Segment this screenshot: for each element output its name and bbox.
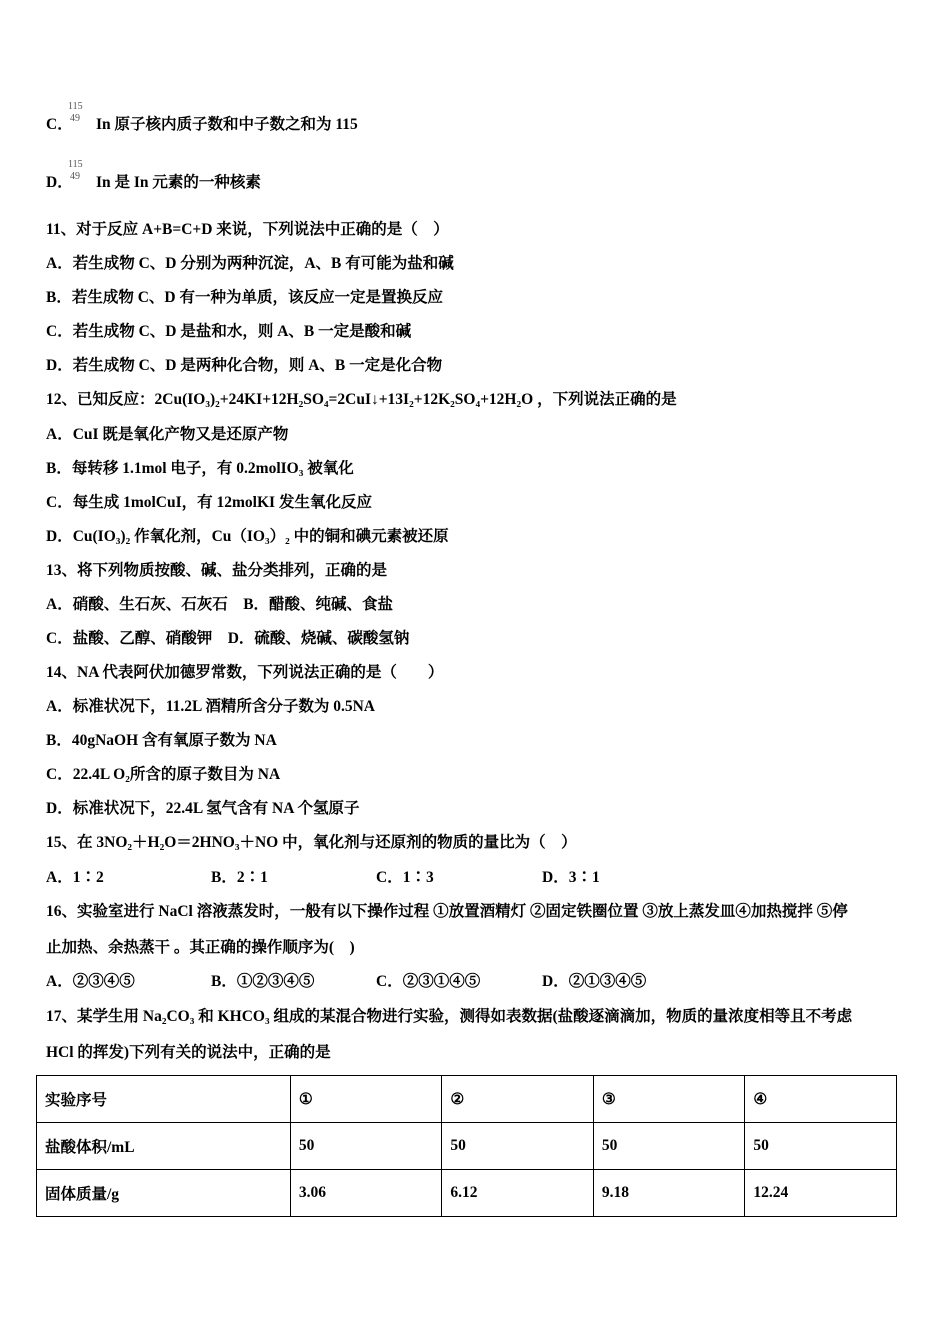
- table-cell: ④: [745, 1076, 897, 1123]
- q10-option-d: [46, 159, 261, 193]
- q14-option-b: B．40gNaOH 含有氧原子数为 NA: [46, 732, 277, 749]
- table-cell: ③: [593, 1076, 745, 1123]
- table-cell: 50: [745, 1123, 897, 1170]
- q14-option-c: C．22.4L O₂所含的原子数目为 NA: [46, 766, 281, 783]
- table-cell: 50: [442, 1123, 594, 1170]
- q14-option-d: D．标准状况下，22.4L 氢气含有 NA 个氢原子: [46, 800, 360, 817]
- q11-option-b: B．若生成物 C、D 有一种为单质，该反应一定是置换反应: [46, 289, 443, 306]
- q11-stem: 11、对于反应 A+B=C+D 来说，下列说法中正确的是（ ）: [46, 221, 449, 238]
- table-cell: 9.18: [593, 1170, 745, 1217]
- q12-option-a: A．CuI 既是氧化产物又是还原产物: [46, 426, 289, 443]
- q14-option-a: A．标准状况下，11.2L 酒精所含分子数为 0.5NA: [46, 698, 375, 715]
- q11-option-c: C．若生成物 C、D 是盐和水，则 A、B 一定是酸和碱: [46, 323, 412, 340]
- table-cell: 实验序号: [37, 1076, 291, 1123]
- q16-stem-line1: 16、实验室进行 NaCl 溶液蒸发时，一般有以下操作过程 ①放置酒精灯 ②固定铁圈位置 ③放上蒸发皿④加热搅拌 ⑤停: [46, 903, 848, 920]
- q11-option-d: D．若生成物 C、D 是两种化合物，则 A、B 一定是化合物: [46, 357, 443, 374]
- option-label: D．: [46, 174, 73, 191]
- table-cell: 6.12: [442, 1170, 594, 1217]
- q15-option-a: A．1∶2: [46, 869, 104, 886]
- q10-option-c: [46, 101, 358, 135]
- q15-option-c: C．1∶3: [376, 869, 434, 886]
- table-cell: ②: [442, 1076, 594, 1123]
- table-cell: 3.06: [290, 1170, 442, 1217]
- q16-option-b: B．①②③④⑤: [211, 973, 315, 990]
- table-cell: 50: [290, 1123, 442, 1170]
- q16-option-c: C．②③①④⑤: [376, 973, 481, 990]
- q17-data-table: [36, 1075, 897, 1217]
- option-text: In 是 In 元素的一种核素: [96, 174, 261, 191]
- q14-stem: 14、NA 代表阿伏加德罗常数，下列说法正确的是（ ）: [46, 664, 444, 681]
- q15-option-d: D．3∶1: [542, 869, 600, 886]
- q16-option-d: D．②①③④⑤: [542, 973, 647, 990]
- q15-stem: 15、在 3NO₂＋H₂O＝2HNO₃＋NO 中，氧化剂与还原剂的物质的量比为（ ）: [46, 834, 577, 851]
- q11-option-a: A．若生成物 C、D 分别为两种沉淀，A、B 有可能为盐和碱: [46, 255, 454, 272]
- isotope-notation: 115 49: [68, 101, 83, 124]
- option-text: In 原子核内质子数和中子数之和为 115: [96, 116, 358, 133]
- q16-option-a: A．②③④⑤: [46, 973, 135, 990]
- option-label: C．: [46, 116, 73, 133]
- q17-stem-line1: 17、某学生用 Na₂CO₃ 和 KHCO₃ 组成的某混合物进行实验，测得如表数据(盐酸逐滴滴加，物质的量浓度相等且不考虑: [46, 1008, 853, 1025]
- q13-options-cd: C．盐酸、乙醇、硝酸钾 D．硫酸、烧碱、碳酸氢钠: [46, 630, 410, 647]
- table-cell: 12.24: [745, 1170, 897, 1217]
- table-cell: 固体质量/g: [37, 1170, 291, 1217]
- table-cell: ①: [290, 1076, 442, 1123]
- q12-option-c: C．每生成 1molCuI，有 12molKI 发生氧化反应: [46, 494, 372, 511]
- isotope-notation: 115 49: [68, 159, 83, 182]
- table-cell: 50: [593, 1123, 745, 1170]
- q12-stem: 12、已知反应：2Cu(IO₃)₂+24KI+12H₂SO₄=2CuI↓+13I₂+12K₂SO₄+12H₂O ，下列说法正确的是: [46, 391, 677, 408]
- table-cell: 盐酸体积/mL: [37, 1123, 291, 1170]
- q12-option-d: D．Cu(IO₃)₂ 作氧化剂，Cu（IO₃）₂ 中的铜和碘元素被还原: [46, 528, 449, 545]
- q16-stem-line2: 止加热、余热蒸干 。其正确的操作顺序为( ): [46, 939, 355, 956]
- table-row: [37, 1123, 897, 1170]
- q13-stem: 13、将下列物质按酸、碱、盐分类排列，正确的是: [46, 562, 388, 579]
- table-row: [37, 1076, 897, 1123]
- q13-options-ab: A．硝酸、生石灰、石灰石 B．醋酸、纯碱、食盐: [46, 596, 394, 613]
- q17-stem-line2: HCl 的挥发)下列有关的说法中，正确的是: [46, 1044, 331, 1061]
- q15-option-b: B．2∶1: [211, 869, 268, 886]
- q12-option-b: B．每转移 1.1mol 电子，有 0.2molIO₃ 被氧化: [46, 460, 354, 477]
- table-row: [37, 1170, 897, 1217]
